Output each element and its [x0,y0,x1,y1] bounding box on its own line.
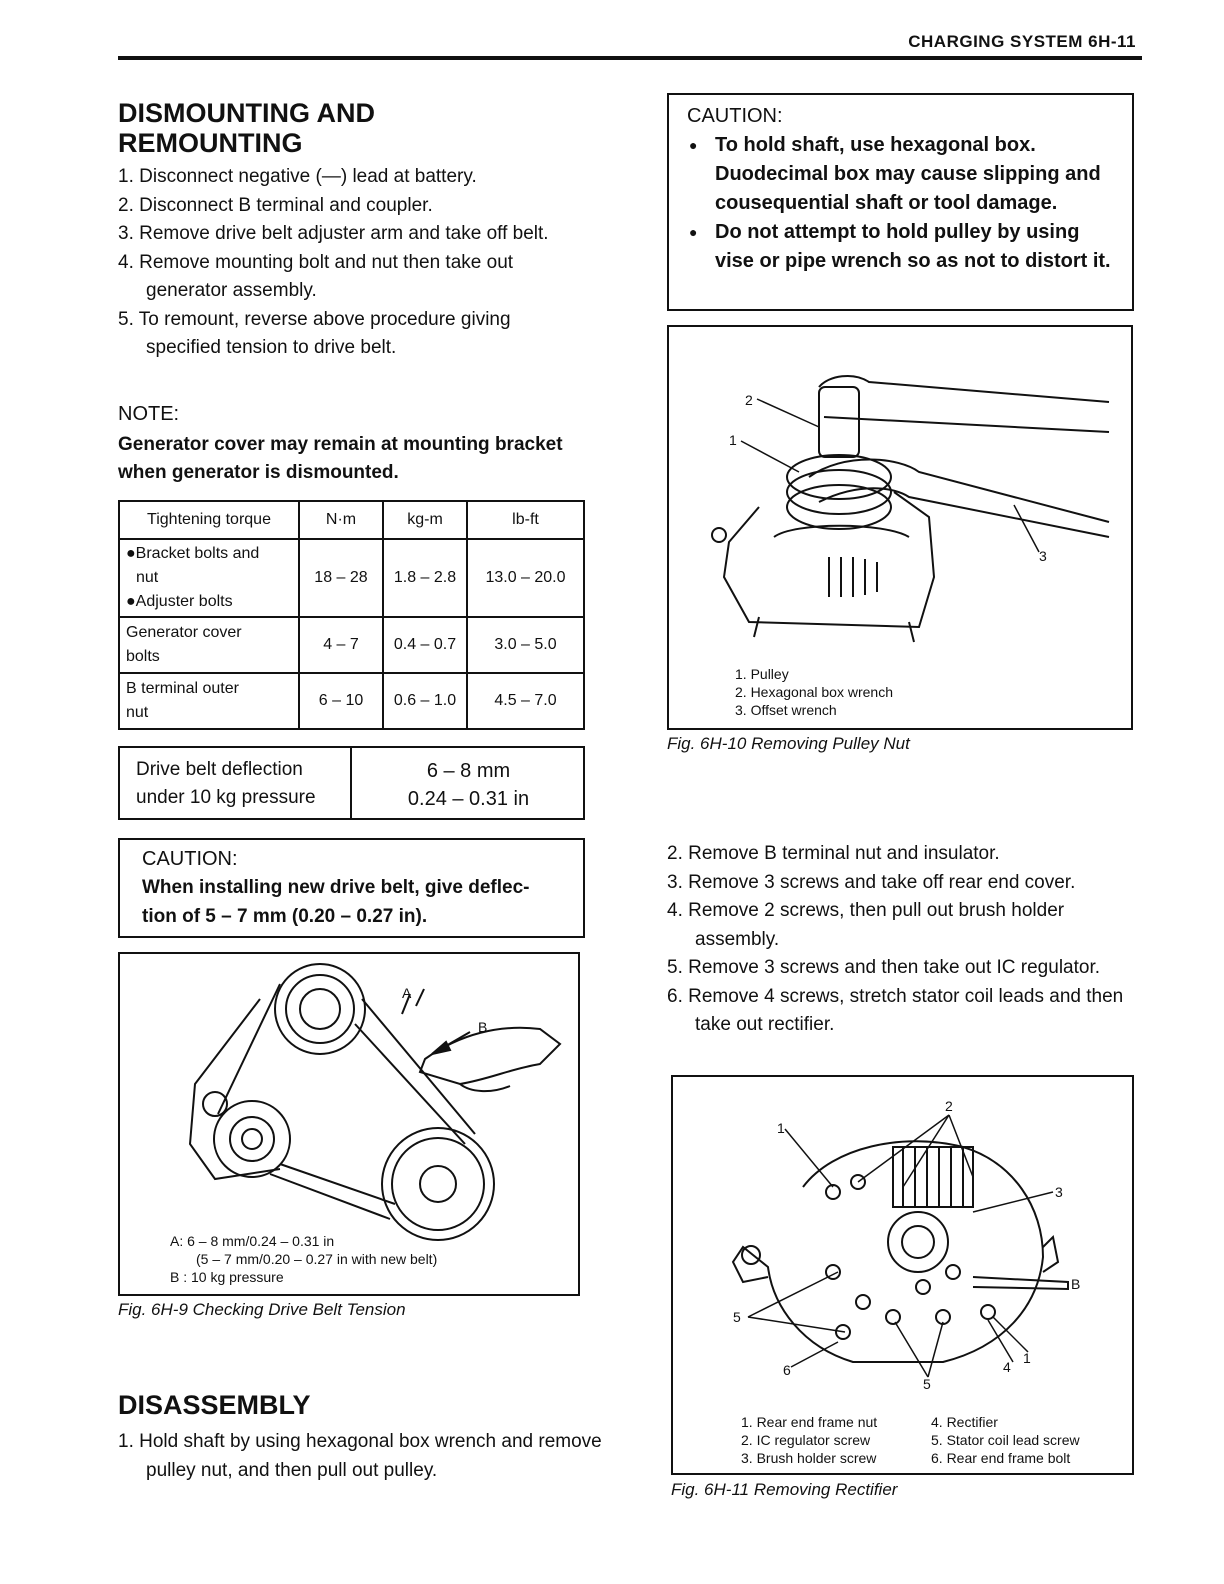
note-label: NOTE: [118,403,180,425]
torque-header-cell: lb-ft [467,501,584,539]
torque-kgm: 0.4 – 0.7 [383,617,467,673]
torque-label-line: bolts [126,648,160,665]
step-item: 3. Remove drive belt adjuster arm and take off belt. [118,223,549,244]
figure-6h-10 [667,325,1133,730]
caution-box-right [667,93,1134,311]
torque-header-cell: Tightening torque [119,501,299,539]
torque-header-cell: N·m [299,501,383,539]
callout-2: 2 [945,1098,953,1114]
step-item: 2. Remove B terminal nut and insulator. [667,843,1000,864]
figure-10-legend [735,665,893,719]
figure-caption: Fig. 6H-10 Removing Pulley Nut [667,734,910,753]
note-text: Generator cover may remain at mounting bracket when generator is dismounted. [118,434,563,483]
legend-item: 6. Rear end frame bolt [931,1450,1071,1466]
section-title-disassembly: DISASSEMBLY [118,1390,311,1420]
legend-a-note: (5 – 7 mm/0.20 – 0.27 in with new belt) [196,1251,438,1267]
legend-item: 1. Rear end frame nut [741,1414,878,1430]
legend-a: A: 6 – 8 mm/0.24 – 0.31 in [170,1233,335,1249]
caution-title: CAUTION: [687,105,783,127]
table-row [119,617,584,673]
step-item: 2. Disconnect B terminal and coupler. [118,194,433,216]
callout-6: 6 [783,1362,791,1378]
torque-label-line: ●Adjuster bolts [126,593,233,610]
torque-nm: 18 – 28 [299,539,383,617]
legend-b: B : 10 kg pressure [170,1269,284,1285]
disassembly-steps [667,840,1137,1040]
legend-item: 3. Brush holder screw [741,1450,877,1466]
deflection-value [354,748,583,818]
section-title-line2: REMOUNTING [118,128,303,158]
deflection-value-line: 0.24 – 0.31 in [407,788,530,810]
section-title-line1: DISMOUNTING AND [118,98,375,128]
deflection-value-line: 6 – 8 mm [426,760,511,782]
callout-1: 1 [777,1120,785,1136]
torque-row-label [119,617,299,673]
section-title-dismounting [118,98,375,158]
torque-label-line: ●Bracket bolts and [126,545,260,562]
torque-label-line: B terminal outer [126,680,239,697]
disassembly-step: 1. Hold shaft by using hexagonal box wrench and remove pulley nut, and then pull out pulley. [118,1431,602,1481]
deflection-label [120,748,352,818]
legend-item: 4. Rectifier [931,1414,998,1430]
torque-nm: 4 – 7 [299,617,383,673]
drive-belt-diagram [120,954,578,1294]
callout-3: 3 [1055,1184,1063,1200]
torque-label-line: nut [126,704,149,721]
label-b: B [478,1019,488,1035]
torque-label-line: nut [136,569,159,586]
torque-header-cell: kg-m [383,501,467,539]
torque-kgm: 1.8 – 2.8 [383,539,467,617]
torque-kgm: 0.6 – 1.0 [383,673,467,729]
caution-bullet: ● Do not attempt to hold pulley by using vise or pipe wrench so as not to distort it. [687,218,1114,276]
rectifier-diagram [673,1077,1132,1397]
figure-6h-9 [118,952,580,1296]
torque-table [118,500,585,730]
torque-lbft: 4.5 – 7.0 [467,673,584,729]
deflection-label-line: Drive belt deflection [136,759,303,780]
step-item: 1. Disconnect negative (—) lead at battery. [118,166,477,187]
step-item: 3. Remove 3 screws and take off rear end cover. [667,871,1076,893]
torque-lbft: 13.0 – 20.0 [467,539,584,617]
step-item: 4. Remove mounting bolt and nut then take out generator assembly. [118,251,514,301]
legend-item: 2. IC regulator screw [741,1432,871,1448]
callout-b: B [1071,1276,1081,1292]
figure-caption: Fig. 6H-11 Removing Rectifier [671,1480,898,1499]
torque-nm: 6 – 10 [299,673,383,729]
label-a: A [402,985,412,1001]
caution-text-line: When installing new drive belt, give deflec- [142,877,530,898]
callout-5b: 5 [923,1376,931,1392]
caution-box-left [118,838,585,938]
caution-text-line: tion of 5 – 7 mm (0.20 – 0.27 in). [142,906,428,927]
figure-6h-11 [671,1075,1134,1475]
header-rule [118,56,1142,60]
torque-label-line: Generator cover [126,624,242,641]
callout-1b: 1 [1023,1350,1031,1366]
legend-item: 3. Offset wrench [735,702,837,718]
step-item: 4. Remove 2 screws, then pull out brush holder assembly. [667,900,1065,950]
deflection-label-line: under 10 kg pressure [136,787,316,808]
callout-5: 5 [733,1309,741,1325]
torque-table-header [119,501,584,539]
caution-bullet: ● To hold shaft, use hexagonal box. Duodecimal box may cause slipping and cousequential shaft or tool damage. [687,131,1114,218]
deflection-table [118,746,585,820]
legend-item: 5. Stator coil lead screw [931,1432,1080,1448]
callout-4: 4 [1003,1359,1011,1375]
figure-11-legend-left [741,1413,877,1467]
torque-lbft: 3.0 – 5.0 [467,617,584,673]
pulley-nut-diagram [669,327,1131,657]
callout-2: 2 [745,392,753,408]
caution-title: CAUTION: [142,848,238,870]
callout-1: 1 [729,432,737,448]
callout-3: 3 [1039,548,1047,564]
figure-caption: Fig. 6H-9 Checking Drive Belt Tension [118,1300,406,1319]
table-row [119,539,584,617]
caution-bullets [687,131,1114,276]
step-item: 5. To remount, reverse above procedure giving specified tension to drive belt. [118,308,511,358]
table-row [119,673,584,729]
torque-row-label [119,673,299,729]
legend-item: 1. Pulley [735,666,789,682]
step-item: 6. Remove 4 screws, stretch stator coil leads and then take out rectifier. [667,985,1124,1035]
step-item: 5. Remove 3 screws and then take out IC regulator. [667,957,1101,978]
legend-item: 2. Hexagonal box wrench [735,684,893,700]
dismounting-steps [118,163,588,363]
page-header: CHARGING SYSTEM 6H-11 [908,32,1136,51]
figure-11-legend-right [931,1413,1080,1467]
torque-row-label [119,539,299,617]
